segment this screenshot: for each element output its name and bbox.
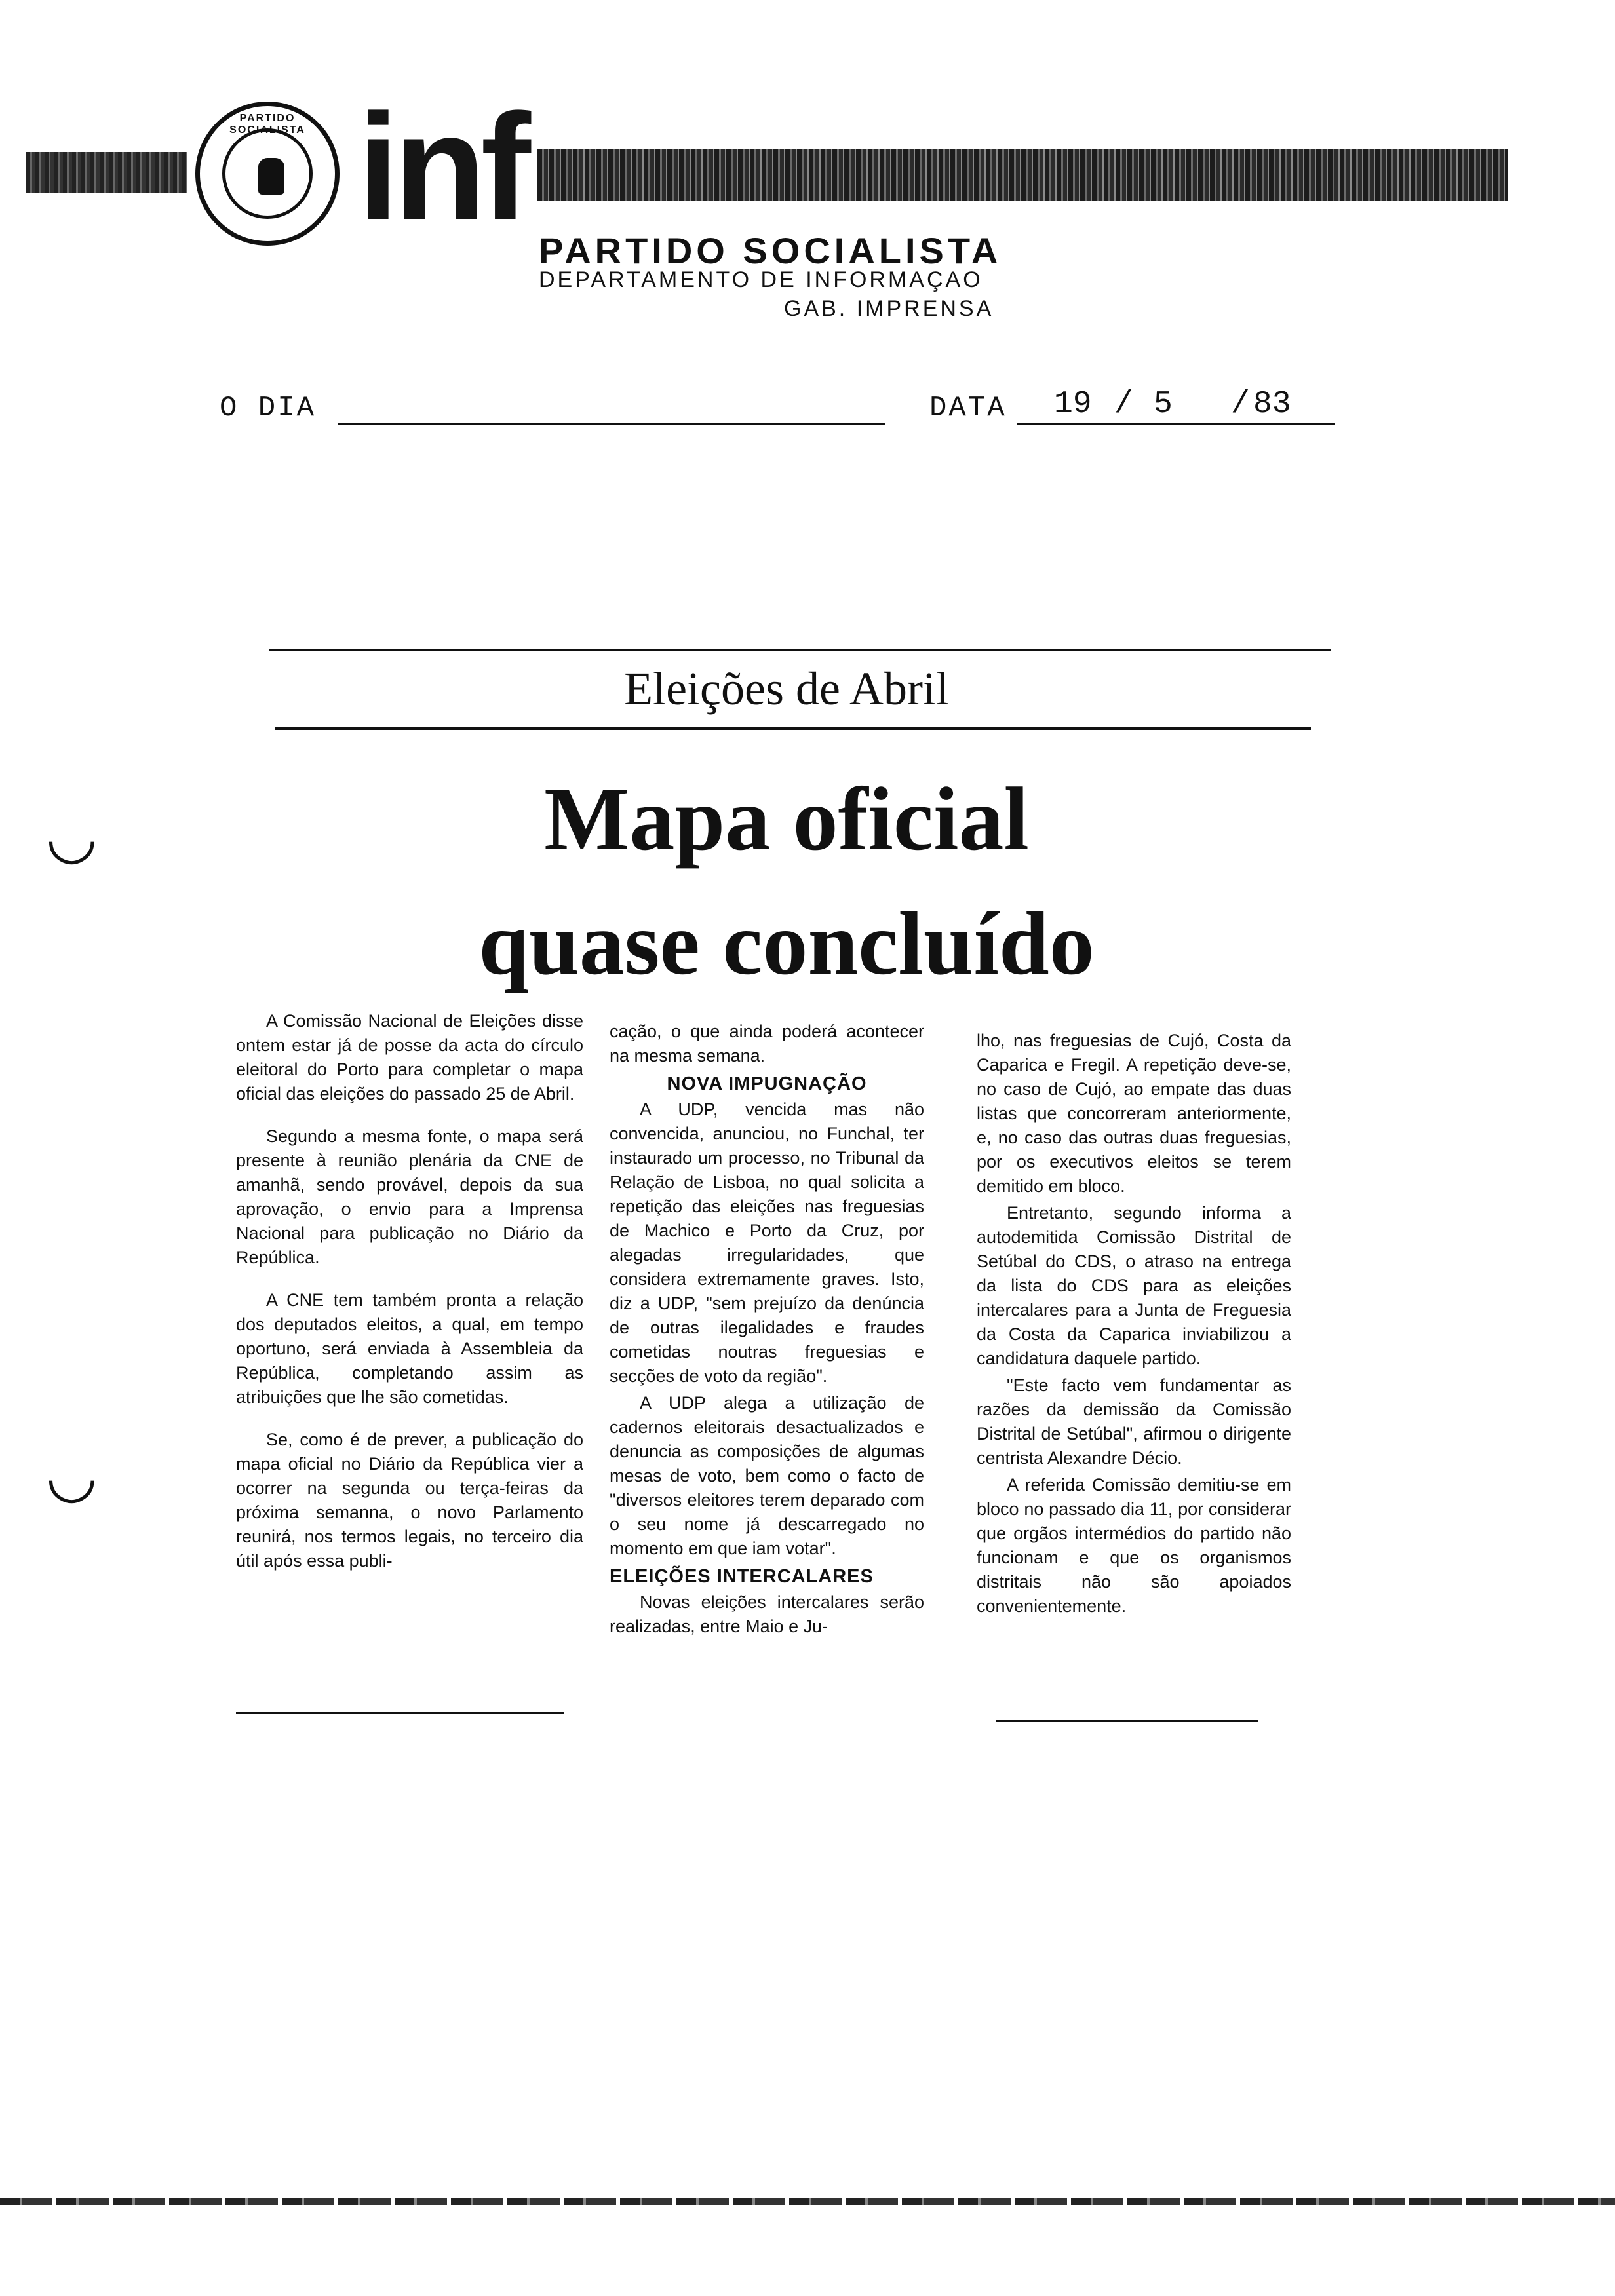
article-column-3 (977, 1029, 1291, 1621)
fist-rose-icon (258, 158, 284, 195)
article-column-1 (236, 1009, 583, 1592)
paragraph: A UDP alega a utilização de cadernos eleitorais desactualizados e denuncia as composições de algumas mesas de voto, bem como o facto de "diversos eleitores terem deparado com o seu nome já descarregado no momento em que iam votar". (610, 1393, 924, 1558)
paragraph: A referida Comissão demitiu-se em bloco no passado dia 11, por considerar que orgãos intermédios do partido não funcionam e que os organismos distritais não são apoiados convenientemente. (977, 1475, 1291, 1616)
source-line (338, 423, 885, 425)
punch-hole-mark: ◡ (46, 805, 98, 870)
inf-logo-mark: inf (357, 83, 526, 251)
col1-end-rule (236, 1712, 564, 1714)
date-year: 83 (1253, 387, 1291, 422)
kicker-bottom-rule (275, 727, 1311, 730)
letterhead-bar-right (537, 149, 1508, 201)
office-name: GAB. IMPRENSA (784, 296, 994, 321)
kicker-top-rule (269, 649, 1331, 651)
paragraph: Se, como é de prever, a publicação do mapa oficial no Diário da República vier a ocorrer na segunda ou terça-feiras da próxima semanna, o novo Parlamento reunirá, nos termos legais, no terceiro dia útil após essa publi- (236, 1430, 583, 1571)
article-column-2 (610, 1020, 924, 1641)
seal-inner-ring (222, 128, 313, 219)
department-name: DEPARTAMENTO DE INFORMAÇAO (539, 267, 983, 292)
source-label: O DIA (220, 392, 317, 425)
party-seal-logo (195, 102, 340, 246)
paragraph: A UDP, vencida mas não convencida, anunciou, no Funchal, ter instaurado um processo, no Tribunal da Relação de Lisboa, no qual solicita a repetição das eleições nas freguesias de Machico e Porto da Cruz, por alegadas irregularidades, que considera extremamente graves. Isto, diz a UDP, "sem prejuízo da denúncia de outras ilegalidades e fraudes cometidas noutras freguesias e secções de voto da região". (610, 1100, 924, 1386)
date-label: DATA (929, 392, 1007, 425)
paragraph: "Este facto vem fundamentar as razões da demissão da Comissão Distrital de Setúbal", afirmou o dirigente centrista Alexandre Décio. (977, 1375, 1291, 1468)
subhead-nova-impugnacao: NOVA IMPUGNAÇÃO (667, 1073, 867, 1094)
paragraph: A Comissão Nacional de Eleições disse ontem estar já de posse da acta do círculo eleitoral do Porto para completar o mapa oficial das eleições do passado 25 de Abril. (236, 1011, 583, 1103)
paragraph: Segundo a mesma fonte, o mapa será presente à reunião plenária da CNE de amanhã, sendo provável, depois da sua aprovação, o envio para a Imprensa Nacional para publicação no Diário da República. (236, 1126, 583, 1267)
scan-edge (0, 2198, 1615, 2205)
punch-hole-mark: ◡ (46, 1444, 98, 1509)
paragraph: A CNE tem também pronta a relação dos deputados eleitos, a qual, em tempo oportuno, será enviada à Assembleia da República, completando assim as atribuições que lhe são cometidas. (236, 1290, 583, 1407)
paragraph: Novas eleições intercalares serão realizadas, entre Maio e Ju- (610, 1592, 924, 1636)
seal-text: PARTIDO SOCIALISTA (229, 113, 305, 136)
date-line (1017, 423, 1335, 425)
col3-end-rule (996, 1720, 1258, 1722)
date-month: 5 (1154, 387, 1173, 422)
article-kicker: Eleições de Abril (624, 662, 949, 715)
paragraph: lho, nas freguesias de Cujó, Costa da Caparica e Fregil. A repetição deve-se, no caso de Cujó, ao empate das duas listas que concorreram anteriormente, e, no caso das outras duas freguesias, por os executivos eleitos se terem demitido em bloco. (977, 1031, 1291, 1196)
organization-name: PARTIDO SOCIALISTA (539, 230, 1002, 271)
paragraph: cação, o que ainda poderá acontecer na mesma semana. (610, 1022, 924, 1065)
headline-line-2: quase concluído (478, 893, 1095, 993)
paragraph: Entretanto, segundo informa a autodemitida Comissão Distrital de Setúbal do CDS, o atraso na entrega da lista do CDS para as eleições intercalares para a Junta de Freguesia da Costa da Caparica inviabilizou a candidatura daquele partido. (977, 1203, 1291, 1368)
letterhead-bar-left (26, 152, 187, 193)
headline-line-1: Mapa oficial (544, 769, 1029, 869)
subhead-eleicoes-intercalares: ELEIÇÕES INTERCALARES (610, 1566, 874, 1587)
date-sep-1: / (1114, 387, 1133, 422)
date-day: 19 (1054, 387, 1092, 422)
date-sep-2: / (1231, 387, 1250, 422)
